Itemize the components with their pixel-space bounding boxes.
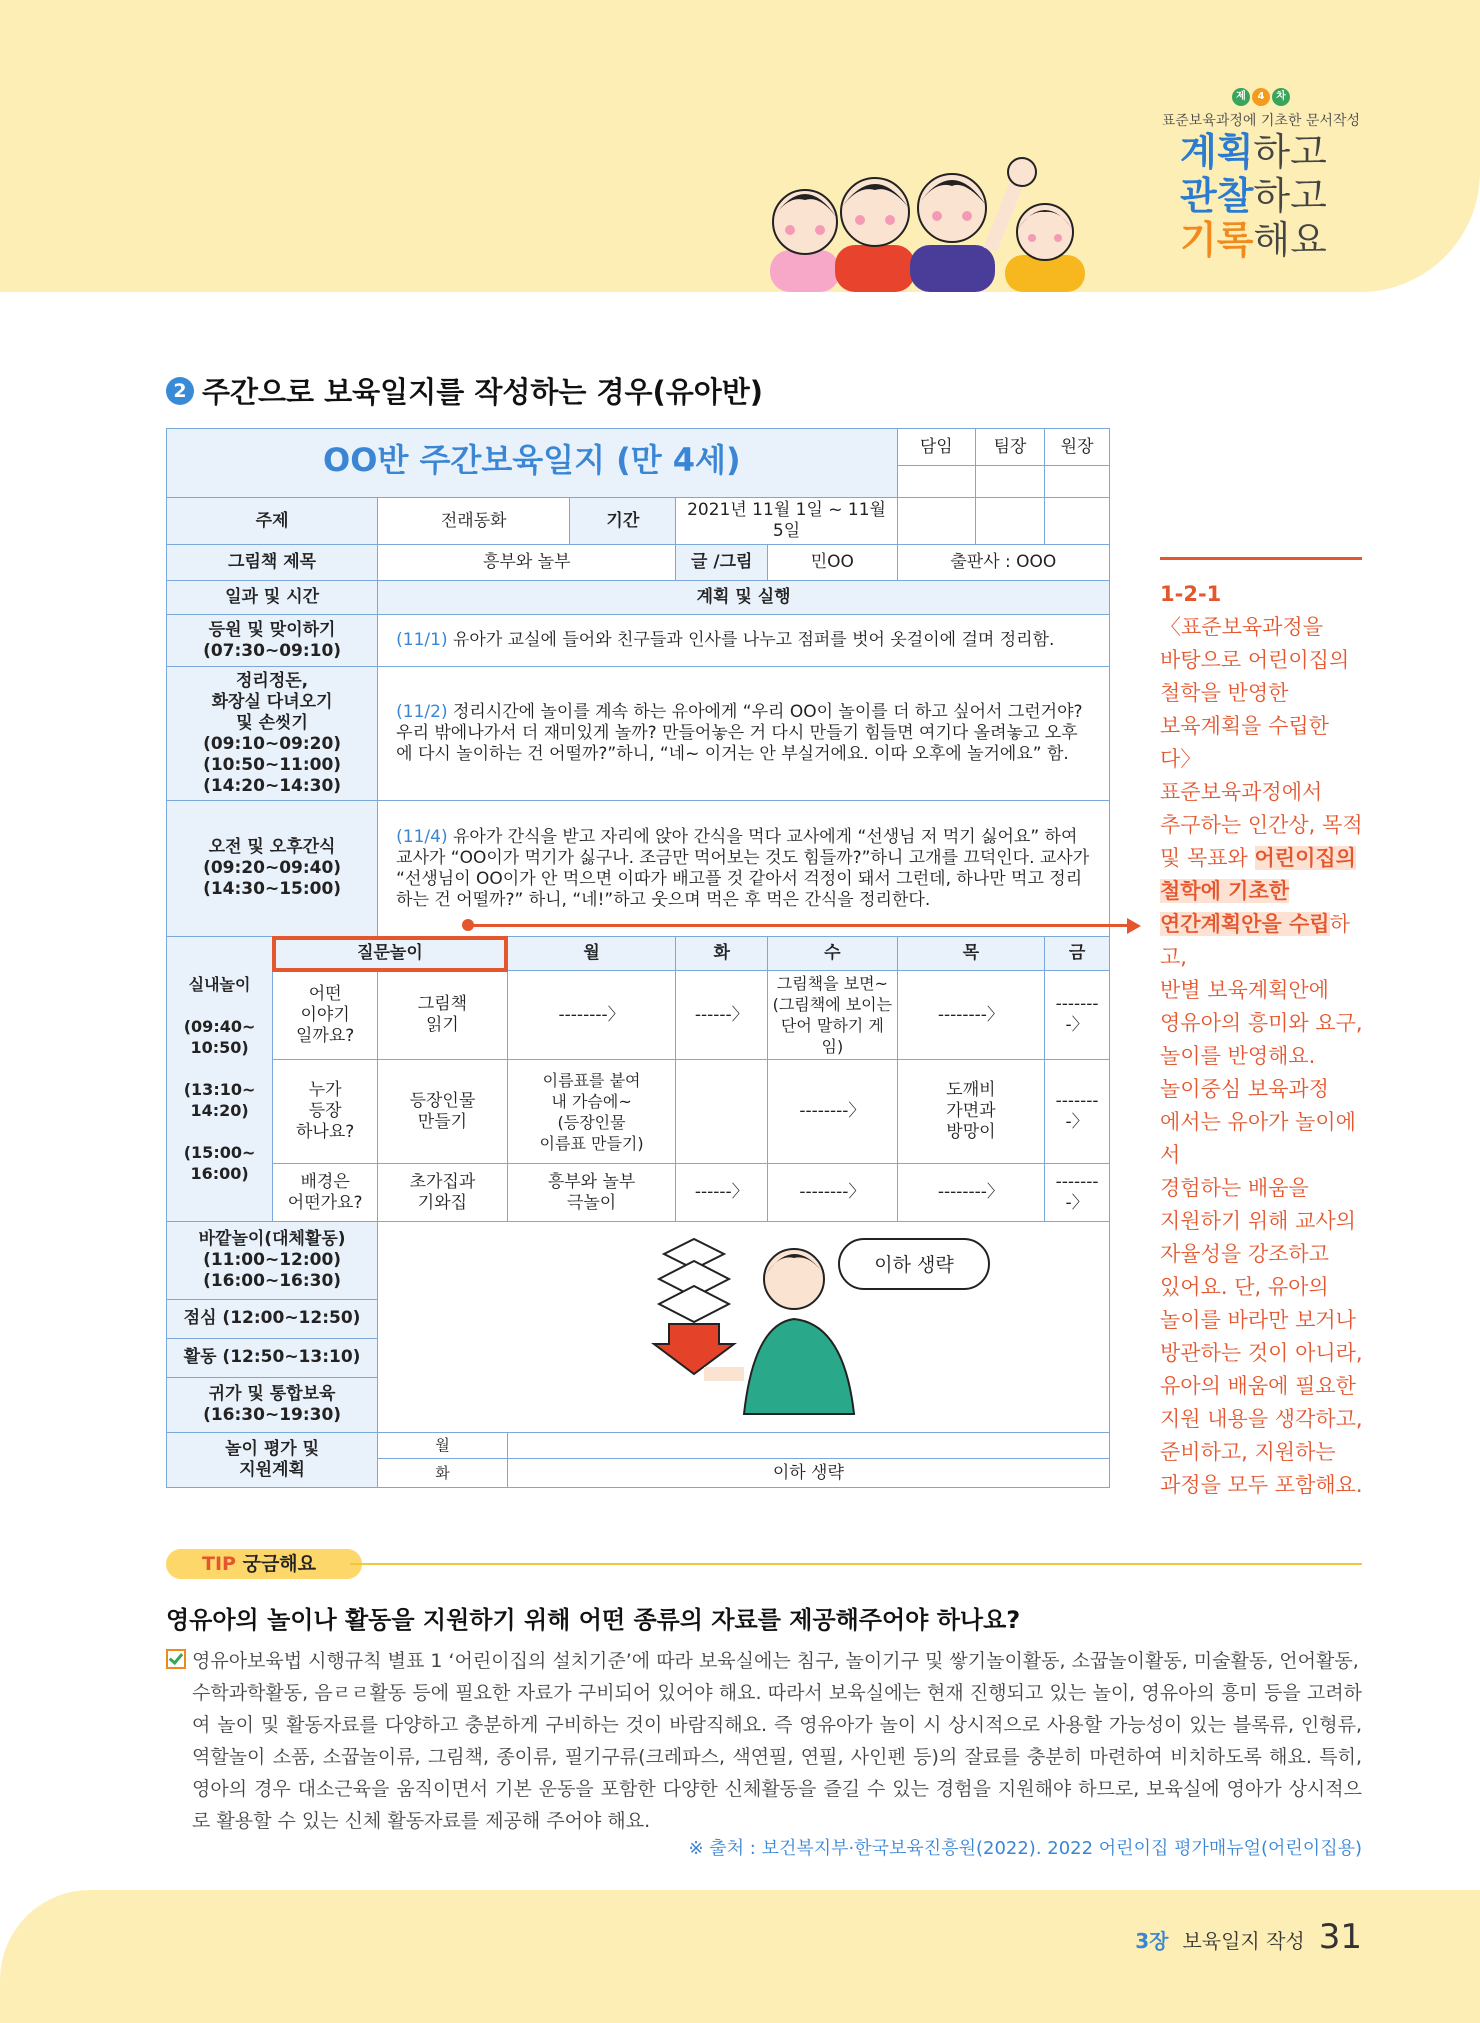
question-cell: 어떤 이야기 일까요? <box>273 971 378 1060</box>
author-label: 글 /그림 <box>676 545 768 581</box>
page-footer <box>1135 1917 1362 1957</box>
series-badge: 차 <box>1272 88 1290 106</box>
tip-badge: TIP 궁금해요 <box>166 1549 362 1579</box>
mon-cell: 이름표를 붙여 내 가슴에~ (등장인물 이름표 만들기) <box>507 1060 676 1164</box>
topic-value: 전래동화 <box>378 498 570 545</box>
arrival-note: (11/1) 유아가 교실에 들어와 친구들과 인사를 나누고 점퍼를 벗어 옷걸이에 걸며 정리함. <box>378 615 1110 667</box>
approval-signature <box>975 498 1044 545</box>
period-value: 2021년 11월 1일 ~ 11월 5일 <box>676 498 897 545</box>
wed-cell: --------〉 <box>768 1060 898 1164</box>
play-cell: 초가집과 기와집 <box>378 1164 508 1222</box>
activity-label: 활동 (12:50~13:10) <box>167 1338 378 1377</box>
approval-signature <box>897 498 975 545</box>
day-header-tue: 화 <box>676 937 768 971</box>
play-cell: 등장인물 만들기 <box>378 1060 508 1164</box>
arrow-right-icon <box>1127 918 1141 934</box>
approval-signature[interactable] <box>975 466 1044 498</box>
fri-cell: --------〉 <box>1045 971 1110 1060</box>
side-note <box>1160 578 1365 1502</box>
day-header-wed: 수 <box>768 937 898 971</box>
plan-label: 계획 및 실행 <box>378 581 1110 615</box>
eval-omitted: 이하 생략 <box>507 1459 1109 1488</box>
tip-divider <box>350 1563 1362 1565</box>
series-badge: 제 <box>1232 88 1250 106</box>
arrival-label: 등원 및 맞이하기 (07:30~09:10) <box>167 615 378 667</box>
tue-cell: ------〉 <box>676 971 768 1060</box>
day-header-thu: 목 <box>897 937 1044 971</box>
side-note-code: 1-2-1 <box>1160 582 1222 606</box>
thu-cell: 도깨비 가면과 방망이 <box>897 1060 1044 1164</box>
stack-icon <box>654 1239 734 1374</box>
series-subtitle: 표준보육과정에 기초한 문서작성 <box>1161 113 1360 129</box>
page-number: 31 <box>1318 1917 1362 1957</box>
day-header-fri: 금 <box>1045 937 1110 971</box>
eval-day-mon: 월 <box>378 1433 508 1459</box>
checkbox-icon <box>166 1649 186 1669</box>
series-badge: 4 <box>1252 88 1270 106</box>
lunch-label: 점심 (12:00~12:50) <box>167 1299 378 1338</box>
weekly-care-log-table <box>166 428 1110 1488</box>
question-cell: 배경은 어떤가요? <box>273 1164 378 1222</box>
approval-label: 팀장 <box>975 429 1044 466</box>
mon-cell: 흥부와 놀부 극놀이 <box>507 1164 676 1222</box>
wed-cell: 그림책을 보면~ (그림책에 보이는 단어 말하기 게임) <box>768 971 898 1060</box>
play-cell: 그림책 읽기 <box>378 971 508 1060</box>
section-title <box>166 370 763 411</box>
evaluation-label: 놀이 평가 및 지원계획 <box>167 1433 378 1488</box>
log-title: OO반 주간보육일지 (만 4세) <box>323 440 741 479</box>
teacher-illustration <box>444 1224 1044 1424</box>
log-title-cell <box>167 429 898 498</box>
tue-cell: ------〉 <box>676 1164 768 1222</box>
book-title-value: 흥부와 놀부 <box>378 545 676 581</box>
omitted-illustration-cell <box>378 1222 1110 1433</box>
eval-mon-value <box>507 1433 1109 1459</box>
source-citation: ※ 출처 : 보건복지부·한국보육진흥원(2022). 2022 어린이집 평가매뉴얼(어린이집용) <box>688 1838 1362 1859</box>
day-header-mon: 월 <box>507 937 676 971</box>
tip-answer: 영유아보육법 시행규칙 별표 1 ‘어린이집의 설치기준’에 따라 보육실에는 침구, 놀이기구 및 쌓기놀이활동, 소꿉놀이활동, 미술활동, 언어활동, 수학과학활동, 음ㄹㄹ활동 등에 필요한 자료가 구비되어 있어야 해요. 따라서 보육실에는 현재 진행되고 있는 놀이, 영유아의 흥미 등을 고려하여 놀이 및 활동자료를 다양하고 충분하게 구비하는 것이 바람직해요. 즉 영유아가 놀이 시 상시적으로 사용할 가능성이 있는 블록류, 인형류, 역할놀이 소품, 소꿉놀이류, 그림책, 종이류, 필기구류(크레파스, 색연필, 연필, 사인펜 등)의 잘료를 충분히 마련하여 비치하도록 해요. 특히, 영아의 경우 대소근육을 움직이면서 기본 운동을 포함한 다양한 신체활동을 즐길 수 있는 경험을 지원해야 하므로, 보육실에 영아가 상시적으로 활용할 수 있는 신체 활동자료를 제공해 주어야 해요. <box>166 1645 1362 1837</box>
series-header <box>1162 88 1360 130</box>
chapter-number: 3장 <box>1135 1929 1169 1953</box>
side-note-highlight: 어린이집의 철학에 기초한 연간계획안을 수립 <box>1160 846 1356 936</box>
book-title-label: 그림책 제목 <box>167 545 378 581</box>
approval-signature <box>1045 498 1110 545</box>
children-illustration <box>760 150 1120 292</box>
schedule-label: 일과 및 시간 <box>167 581 378 615</box>
period-label: 기간 <box>570 498 676 545</box>
outdoor-play-label: 바깥놀이(대체활동) (11:00~12:00) (16:00~16:30) <box>167 1222 378 1300</box>
question-cell: 누가 등장 하나요? <box>273 1060 378 1164</box>
pointer-line <box>467 924 1127 927</box>
slogan-line: 관찰하고 <box>1180 174 1327 218</box>
tue-cell <box>676 1060 768 1164</box>
section-number: 2 <box>166 377 194 405</box>
approval-signature[interactable] <box>1045 466 1110 498</box>
tidy-note: (11/2) 정리시간에 놀이를 계속 하는 유아에게 “우리 OO이 놀이를 더 하고 싶어서 그런거야? 우리 밖에나가서 더 재미있게 놀까? 만들어놓은 거 다시 만들기 힘들면 여기다 올려놓고 오후에 다시 놀이하는 건 어떨까?”하니, “네~ 이거는 안 부실거에요. 이따 오후에 놀거에요” 함. <box>378 667 1110 801</box>
side-note-text: 하고, 반별 보육계획안에 영유아의 흥미와 요구, 놀이를 반영해요. 놀이중심 보육과정 에서는 유아가 놀이에서 경험하는 배움을 지원하기 위해 교사의 자율성을 강조하고 있어요. 단, 유아의 놀이를 바라만 보거나 방관하는 것이 아니라, 유아의 배움에 필요한 지원 내용을 생각하고, 준비하고, 지원하는 과정을 모두 포함해요. <box>1160 912 1363 1497</box>
side-note-divider <box>1160 557 1362 560</box>
author-value: 민OO <box>768 545 898 581</box>
wed-cell: --------〉 <box>768 1164 898 1222</box>
slogan-line: 기록해요 <box>1180 218 1327 262</box>
snack-note: (11/4) 유아가 간식을 받고 자리에 앉아 간식을 먹다 교사에게 “선생님 저 먹기 싫어요” 하여 교사가 “OO이가 먹기가 싫구나. 조금만 먹어보는 것도 힘들까?”하니 고개를 끄덕인다. 교사가 “선생님이 OO이가 안 먹으면 이따가 배고플 것 같아서 걱정이 돼서 그런데, 하나만 먹고 정리하는 건 어떨까?” 하니, “네!”하고 웃으며 먹은 후 먹은 간식을 정리한다. <box>378 801 1110 937</box>
mon-cell: --------〉 <box>507 971 676 1060</box>
thu-cell: --------〉 <box>897 1164 1044 1222</box>
thu-cell: --------〉 <box>897 971 1044 1060</box>
home-label: 귀가 및 통합보육 (16:30~19:30) <box>167 1377 378 1432</box>
indoor-play-label: 실내놀이 (09:40~ 10:50) (13:10~ 14:20) (15:00~ 16:00) <box>167 937 273 1222</box>
tidy-label: 정리정돈, 화장실 다녀오기 및 손씻기 (09:10~09:20) (10:50~11:00) (14:20~14:30) <box>167 667 378 801</box>
tip-question: 영유아의 놀이나 활동을 지원하기 위해 어떤 종류의 자료를 제공해주어야 하나요? <box>166 1606 1021 1634</box>
publisher: 출판사 : OOO <box>897 545 1109 581</box>
question-play-header: 질문놀이 <box>273 937 508 971</box>
eval-day-tue: 화 <box>378 1459 508 1488</box>
side-note-text: 〈표준보육과정을 바탕으로 어린이집의 철학을 반영한 보육계획을 수립한다〉 표준보육과정에서 추구하는 인간상, 목적 및 목표와 <box>1160 615 1363 870</box>
approval-label: 담임 <box>897 429 975 466</box>
fri-cell: --------〉 <box>1045 1164 1110 1222</box>
fri-cell: --------〉 <box>1045 1060 1110 1164</box>
approval-signature[interactable] <box>897 466 975 498</box>
section-title-text: 주간으로 보육일지를 작성하는 경우(유아반) <box>202 375 764 409</box>
topic-label: 주제 <box>167 498 378 545</box>
snack-label: 오전 및 오후간식 (09:20~09:40) (14:30~15:00) <box>167 801 378 937</box>
omitted-bubble-text: 이하 생략 <box>873 1254 954 1276</box>
chapter-title: 보육일지 작성 <box>1182 1929 1305 1953</box>
series-badges <box>1162 88 1290 106</box>
slogan-line: 계획하고 <box>1180 130 1327 174</box>
approval-label: 원장 <box>1045 429 1110 466</box>
slogan <box>1180 130 1327 262</box>
